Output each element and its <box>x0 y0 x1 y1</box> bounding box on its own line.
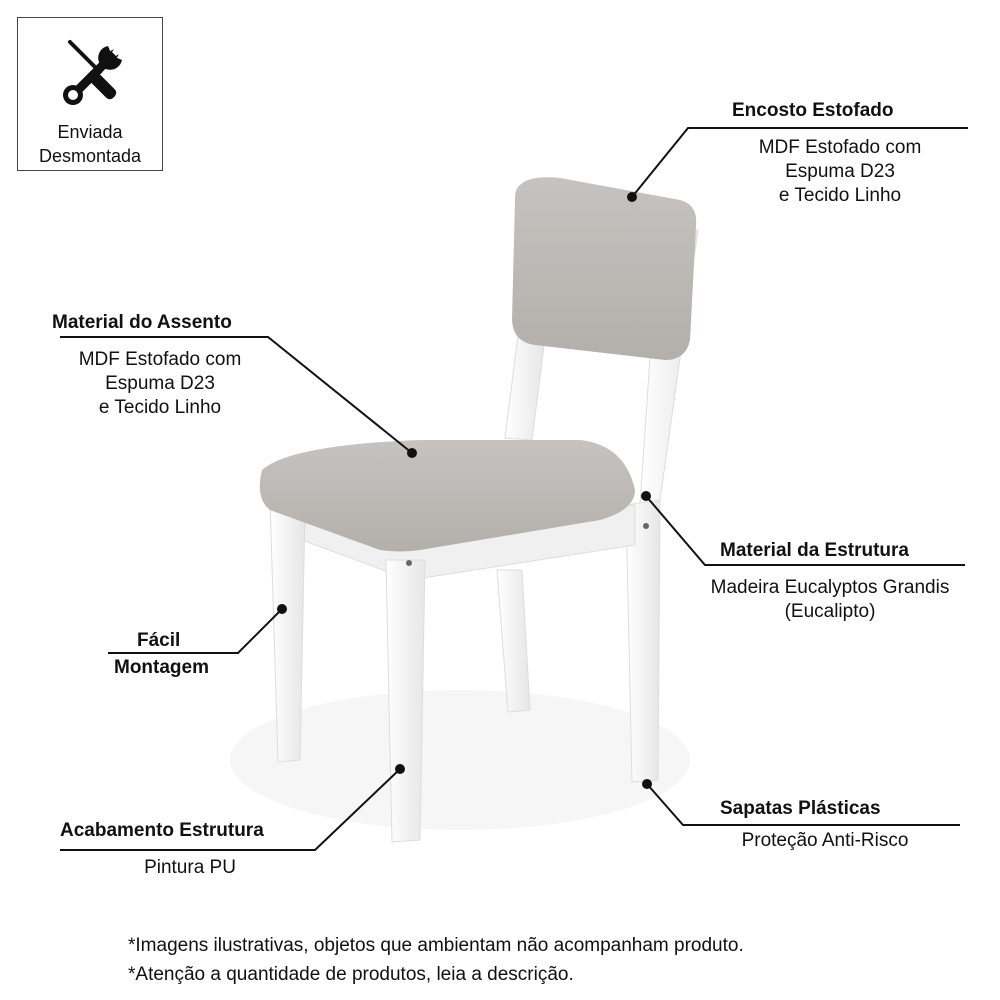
badge-line1: Enviada <box>57 122 123 142</box>
callout-encosto-title: Encosto Estofado <box>732 100 894 121</box>
callout-acabamento-title: Acabamento Estrutura <box>60 820 264 841</box>
callout-montagem-title1: Fácil <box>137 630 181 651</box>
callout-acabamento-desc: Pintura PU <box>144 857 236 878</box>
callout-estrutura-desc: Madeira Eucalyptos Grandis (Eucalipto) <box>710 577 950 622</box>
disclaimer-line1: *Imagens ilustrativas, objetos que ambientam não acompanham produto. <box>128 935 744 956</box>
callout-estrutura-title: Material da Estrutura <box>720 540 909 561</box>
callout-encosto-desc: MDF Estofado com Espuma D23 e Tecido Linho <box>758 137 922 206</box>
badge-line2: Desmontada <box>38 146 142 166</box>
callout-sapatas-desc: Proteção Anti-Risco <box>741 830 909 851</box>
callout-assento-desc: MDF Estofado com Espuma D23 e Tecido Linho <box>78 349 242 418</box>
disclaimer-line2: *Atenção a quantidade de produtos, leia a descrição. <box>128 964 574 985</box>
callout-assento-title: Material do Assento <box>52 312 232 333</box>
callout-sapatas-title: Sapatas Plásticas <box>720 798 881 819</box>
callout-montagem-title2: Montagem <box>114 657 209 678</box>
